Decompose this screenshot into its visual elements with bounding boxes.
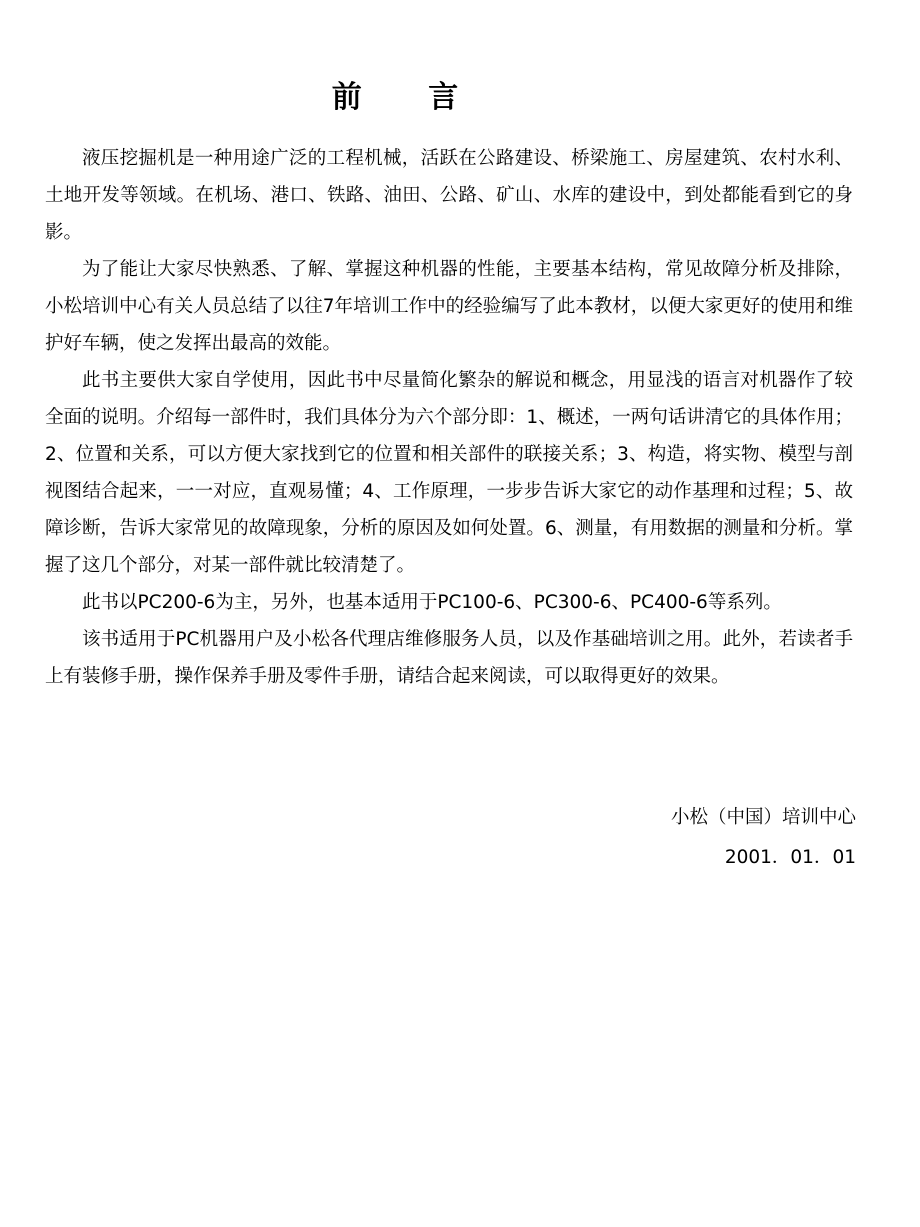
paragraph-4: 此书以PC200-6为主，另外，也基本适用于PC100-6、PC300-6、PC400-6等系列。 <box>82 592 782 613</box>
signature-date: 2001．01．01 <box>724 847 856 868</box>
preface-body <box>45 140 853 695</box>
paragraph-5: 该书适用于PC机器用户及小松各代理店维修服务人员，以及作基础培训之用。此外，若读者手上有装修手册，操作保养手册及零件手册，请结合起来阅读，可以取得更好的效果。 <box>45 629 853 687</box>
paragraph-1: 液压挖掘机是一种用途广泛的工程机械，活跃在公路建设、桥梁施工、房屋建筑、农村水利、土地开发等领域。在机场、港口、铁路、油田、公路、矿山、水库的建设中，到处都能看到它的身影。 <box>45 148 853 243</box>
paragraph-3: 此书主要供大家自学使用，因此书中尽量简化繁杂的解说和概念，用显浅的语言对机器作了较全面的说明。介绍每一部件时，我们具体分为六个部分即：1、概述，一两句话讲清它的具体作用；2、位置和关系，可以方便大家找到它的位置和相关部件的联接关系；3、构造，将实物、模型与剖视图结合起来，一一对应，直观易懂；4、工作原理，一步步告诉大家它的动作基理和过程；5、故障诊断，告诉大家常见的故障现象，分析的原因及如何处置。6、测量，有用数据的测量和分析。掌握了这几个部分，对某一部件就比较清楚了。 <box>45 370 853 576</box>
page-title: 前 言 <box>331 80 487 116</box>
signature-block <box>671 798 856 878</box>
paragraph-2: 为了能让大家尽快熟悉、了解、掌握这种机器的性能，主要基本结构，常见故障分析及排除，小松培训中心有关人员总结了以往7年培训工作中的经验编写了此本教材，以便大家更好的使用和维护好车辆，使之发挥出最高的效能。 <box>45 259 853 354</box>
signature-organization: 小松（中国）培训中心 <box>670 807 856 828</box>
